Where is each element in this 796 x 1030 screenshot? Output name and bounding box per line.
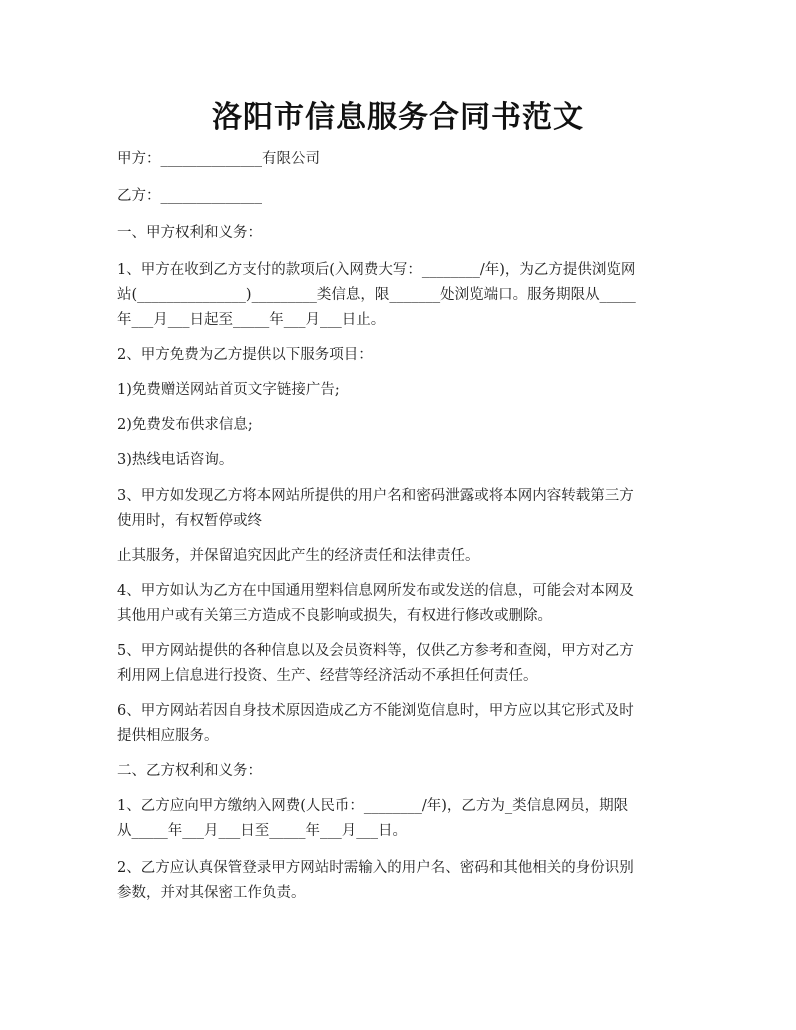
clause-line: 5、甲方网站提供的各种信息以及会员资料等，仅供乙方参考和查阅，甲方对乙方 [117, 643, 634, 659]
clause-line: 提供相应服务。 [117, 728, 219, 744]
clause-line: 2、乙方应认真保管登录甲方网站时需输入的用户名、密码和其他相关的身份识别 [117, 860, 634, 876]
party-a-line: 甲方：______________有限公司 [117, 151, 320, 167]
clause-line: 利用网上信息进行投资、生产、经营等经济活动不承担任何责任。 [117, 668, 538, 684]
clause-line: 1、甲方在收到乙方支付的款项后(入网费大写：________/年)，为乙方提供浏览网 [117, 262, 636, 278]
list-item: 1)免费赠送网站首页文字链接广告; [117, 382, 340, 398]
clause-line: 止其服务，并保留追究因此产生的经济责任和法律责任。 [117, 548, 480, 564]
clause-line: 其他用户或有关第三方造成不良影响或损失，有权进行修改或删除。 [117, 608, 552, 624]
section-heading-b: 二、乙方权利和义务： [117, 763, 262, 779]
section-heading-a: 一、甲方权利和义务： [117, 225, 262, 241]
clause-line: 3、甲方如发现乙方将本网站所提供的用户名和密码泄露或将本网内容转载第三方 [117, 488, 634, 504]
list-item: 3)热线电话咨询。 [117, 452, 234, 468]
clause-line: 1、乙方应向甲方缴纳入网费(人民币：________/年)，乙方为_类信息网员，期限 [117, 798, 629, 814]
clause-line: 站(_______________)_________类信息，限_______处浏览端口。服务期限从_____ [117, 287, 636, 303]
clause-line: 6、甲方网站若因自身技术原因造成乙方不能浏览信息时，甲方应以其它形式及时 [117, 703, 634, 719]
clause-line: 年___月___日起至_____年___月___日止。 [117, 312, 386, 328]
clause-line: 参数，并对其保密工作负责。 [117, 885, 306, 901]
document-title: 洛阳市信息服务合同书范文 [212, 100, 584, 135]
party-b-line: 乙方：______________ [117, 188, 262, 204]
list-item: 2)免费发布供求信息; [117, 417, 253, 433]
clause-line: 4、甲方如认为乙方在中国通用塑料信息网所发布或发送的信息，可能会对本网及 [117, 583, 634, 599]
clause-line: 使用时，有权暂停或终 [117, 513, 262, 529]
clause-line: 2、甲方免费为乙方提供以下服务项目： [117, 347, 373, 363]
clause-line: 从_____年___月___日至_____年___月___日。 [117, 823, 407, 839]
